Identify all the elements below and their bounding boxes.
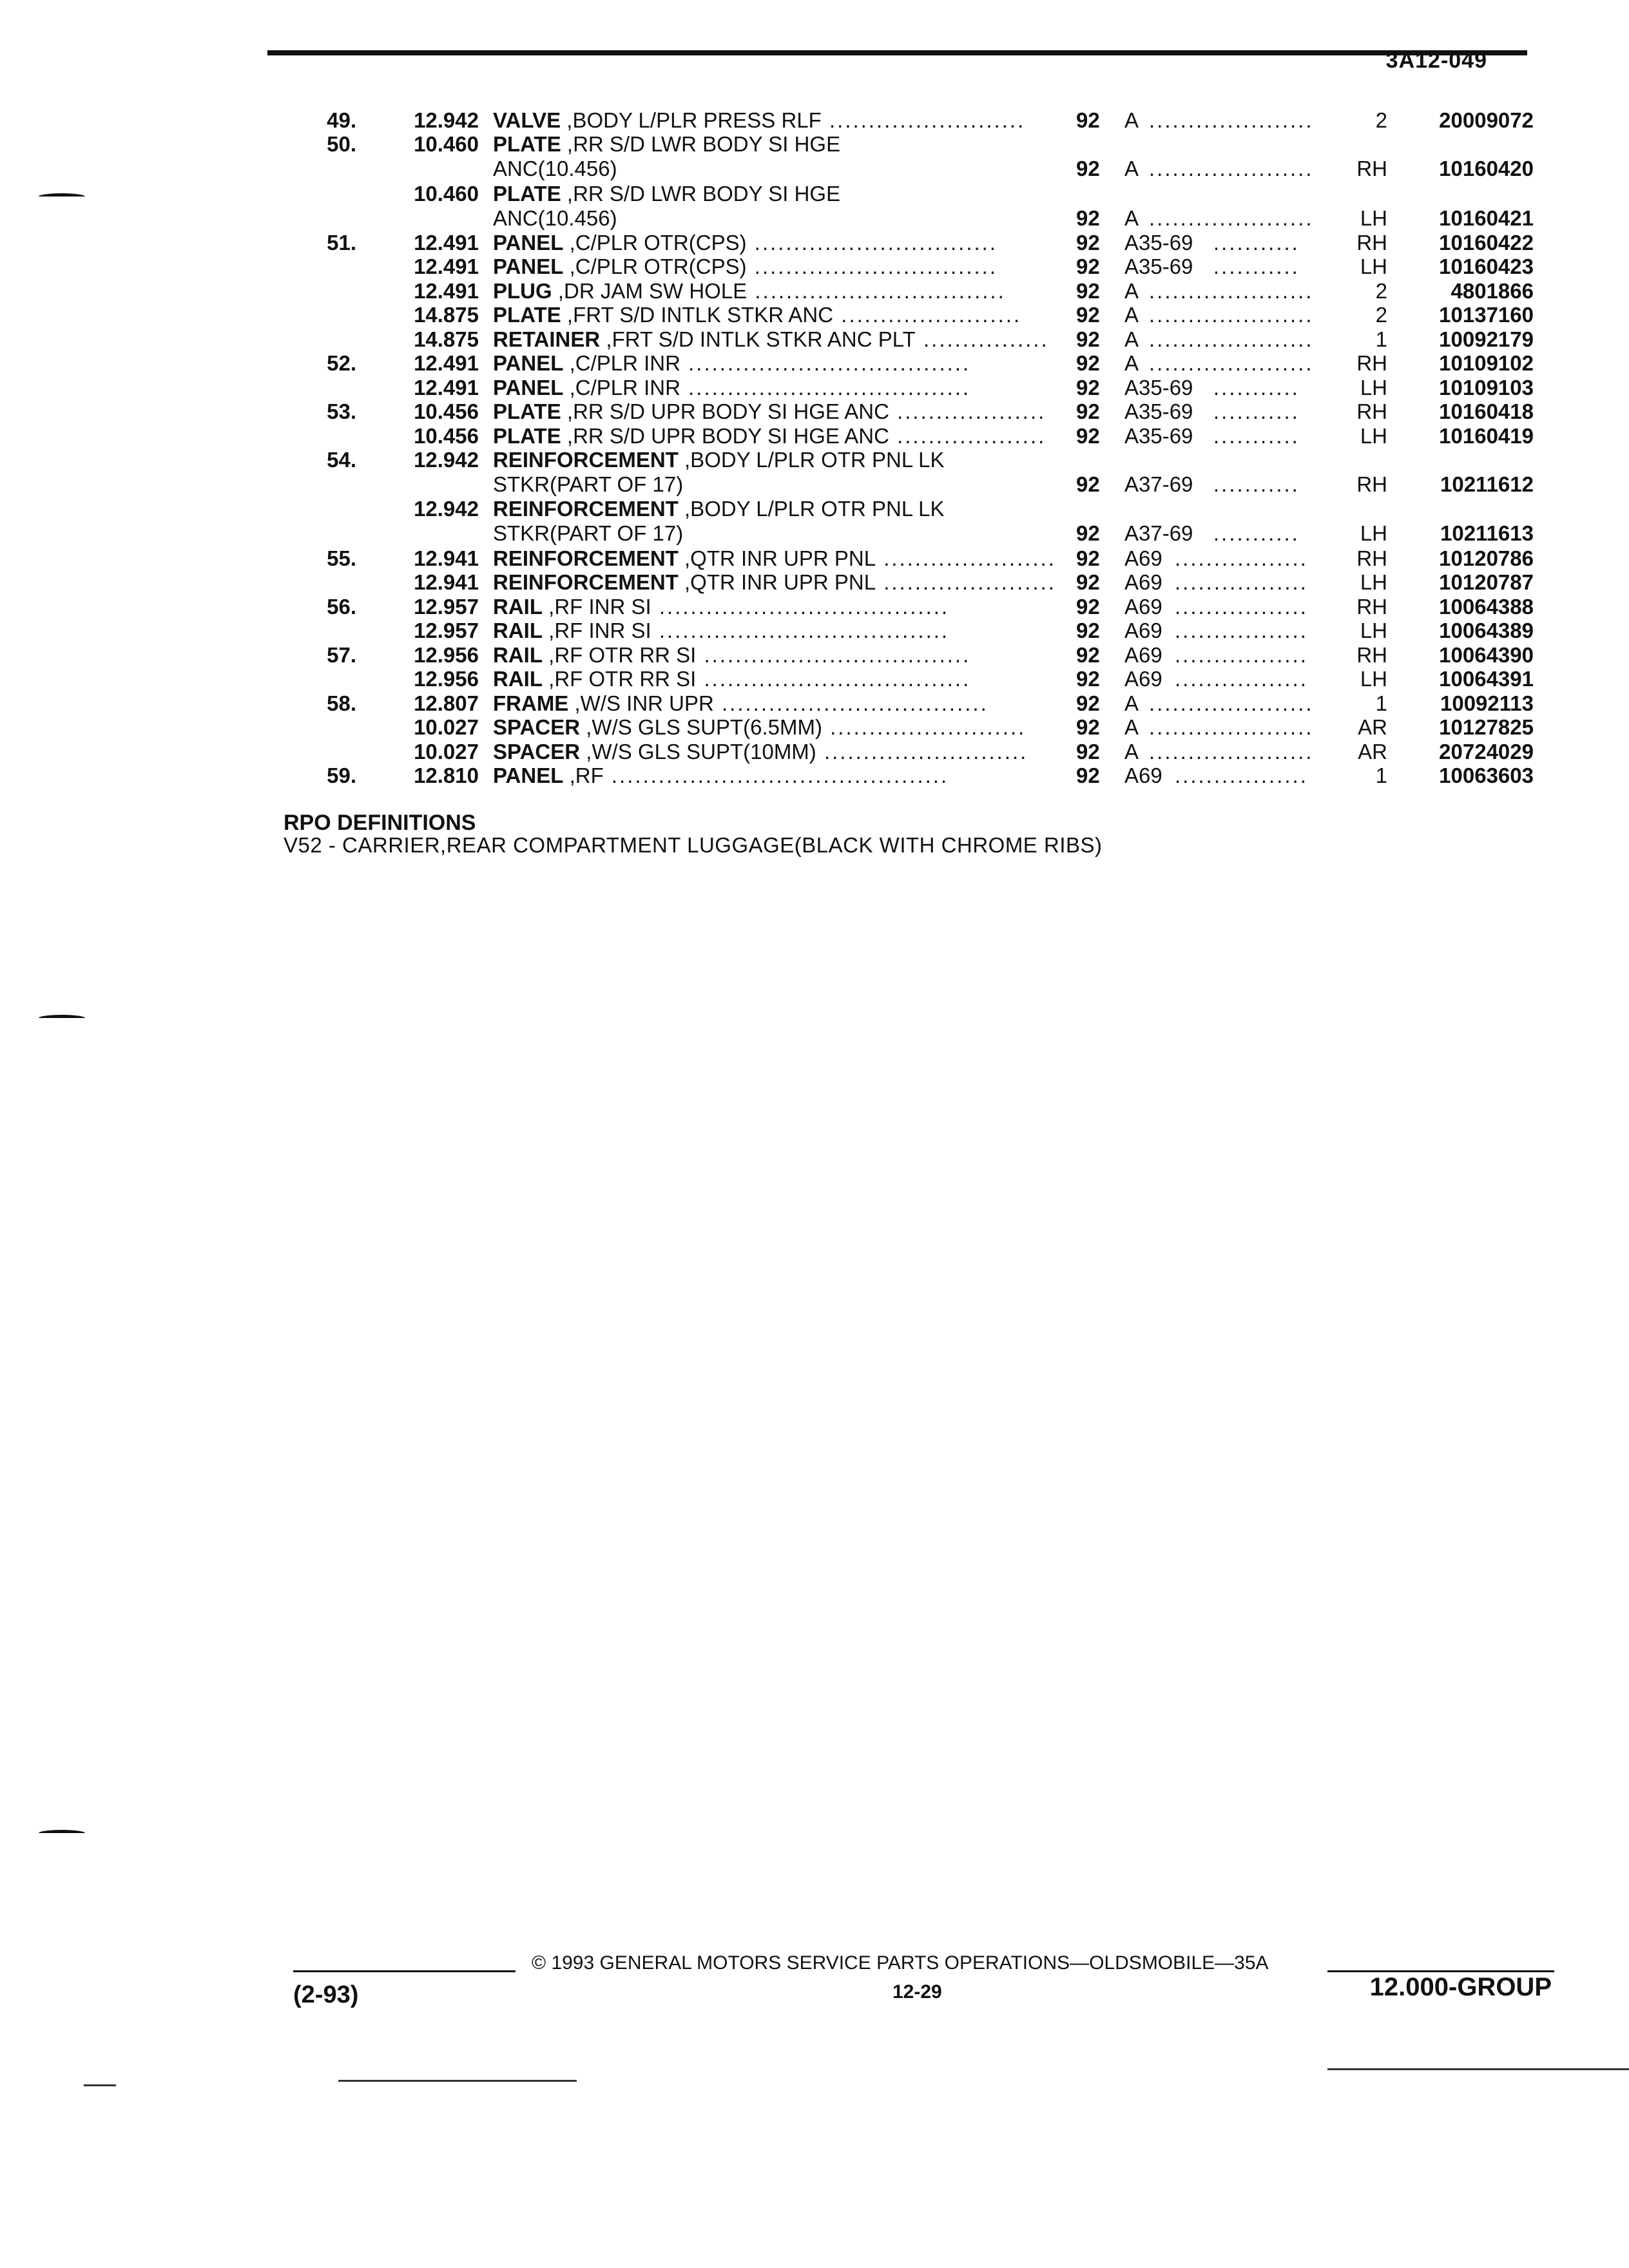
part-detail: ,RF INR SI [543, 619, 651, 642]
series-code: A [1124, 715, 1139, 739]
part-detail: ,FRT S/D INTLK STKR ANC PLT [600, 327, 916, 351]
part-name: RAIL [493, 595, 543, 619]
series-code: A [1124, 691, 1139, 715]
table-row [0, 231, 1629, 255]
part-number: 10160419 [1439, 424, 1534, 448]
series-code: A69 [1124, 619, 1162, 642]
table-row [0, 182, 1629, 230]
table-row [0, 570, 1629, 595]
part-number: 10160421 [1439, 206, 1534, 230]
table-row [0, 691, 1629, 716]
quantity: RH [1356, 399, 1387, 423]
leader-dots: .................................. [696, 667, 971, 691]
part-name: PLUG [493, 279, 552, 303]
part-detail: ,DR JAM SW HOLE [552, 279, 747, 303]
part-detail: ,C/PLR OTR(CPS) [563, 255, 747, 278]
part-description-continued: ANC(10.456) [493, 206, 617, 230]
model-year: 92 [1076, 546, 1100, 570]
scan-artifact-line [1327, 2068, 1629, 2070]
model-year: 92 [1076, 595, 1100, 619]
part-number: 10127825 [1439, 715, 1534, 739]
scan-artifact-line [84, 2084, 116, 2086]
table-row [0, 327, 1629, 352]
table-row [0, 643, 1629, 668]
table-row [0, 303, 1629, 327]
quantity: LH [1360, 255, 1387, 278]
model-year: 92 [1076, 472, 1100, 496]
table-row [0, 351, 1629, 376]
table-row [0, 448, 1629, 496]
group-number: 12.956 [414, 667, 479, 691]
series-code: A69 [1124, 570, 1162, 594]
leader-dots: ........................................... [603, 764, 949, 787]
rpo-heading: RPO DEFINITIONS [284, 811, 476, 835]
part-description [493, 327, 1049, 352]
part-description [493, 399, 1046, 424]
part-name: PANEL [493, 255, 564, 278]
part-detail: ,W/S INR UPR [568, 691, 714, 715]
part-description [493, 376, 970, 400]
part-name: PLATE [493, 424, 561, 448]
part-detail: ,BODY L/PLR OTR PNL LK [678, 497, 945, 521]
part-description [493, 231, 998, 255]
model-year: 92 [1076, 619, 1100, 642]
item-number: 49. [327, 108, 356, 132]
footer-group: 12.000-GROUP [1369, 1973, 1552, 2001]
part-number: 10063603 [1439, 764, 1534, 787]
item-number: 52. [327, 351, 356, 375]
part-name: REINFORCEMENT [493, 448, 679, 472]
leader-dots: .................................... [680, 376, 971, 399]
part-detail: ,RR S/D LWR BODY SI HGE [561, 182, 841, 206]
leader-dots: ........... [1213, 424, 1300, 448]
leader-dots: ................. [1175, 546, 1308, 570]
leader-dots: ..................... [1149, 327, 1314, 351]
table-row [0, 667, 1629, 691]
binder-hole-mark [39, 1830, 85, 1836]
part-detail: ,BODY L/PLR PRESS RLF [561, 108, 822, 132]
leader-dots: ................... [889, 399, 1046, 423]
group-number: 12.957 [414, 595, 479, 619]
group-number: 12.942 [414, 448, 479, 472]
part-number: 10160420 [1439, 157, 1534, 180]
part-description [493, 715, 1026, 740]
leader-dots: ........... [1213, 399, 1300, 423]
model-year: 92 [1076, 206, 1100, 230]
series-code: A69 [1124, 546, 1162, 570]
model-year: 92 [1076, 108, 1100, 132]
part-description [493, 448, 945, 472]
model-year: 92 [1076, 715, 1100, 739]
table-row [0, 715, 1629, 740]
quantity: 1 [1375, 327, 1387, 351]
quantity: RH [1356, 231, 1387, 255]
part-description [493, 279, 1006, 303]
series-code: A35-69 [1124, 424, 1193, 448]
series-code: A [1124, 327, 1139, 351]
part-detail: ,C/PLR INR [563, 351, 680, 375]
footer-rule-left [293, 1970, 516, 1972]
leader-dots: ............................... [746, 255, 998, 278]
table-row [0, 255, 1629, 279]
leader-dots: ..................... [1149, 351, 1314, 375]
model-year: 92 [1076, 279, 1100, 303]
series-code: A35-69 [1124, 376, 1193, 399]
group-number: 12.956 [414, 643, 479, 667]
table-row [0, 424, 1629, 448]
scan-artifact-line [338, 2080, 577, 2082]
item-number: 59. [327, 764, 356, 787]
footer-date: (2-93) [293, 1981, 359, 2008]
model-year: 92 [1076, 740, 1100, 764]
leader-dots: ..................... [1149, 715, 1314, 739]
quantity: RH [1356, 595, 1387, 619]
leader-dots: ................. [1175, 764, 1308, 787]
group-number: 14.875 [414, 303, 479, 327]
group-number: 10.456 [414, 424, 479, 448]
part-number: 10092113 [1440, 691, 1534, 715]
part-detail: ,RF INR SI [543, 595, 651, 619]
group-number: 12.957 [414, 619, 479, 642]
rpo-definition: V52 - CARRIER,REAR COMPARTMENT LUGGAGE(BLACK WITH CHROME RIBS) [284, 833, 1103, 857]
part-name: PLATE [493, 399, 561, 423]
part-description-continued: ANC(10.456) [493, 157, 617, 180]
group-number: 12.807 [414, 691, 479, 715]
part-name: REINFORCEMENT [493, 497, 679, 521]
table-row [0, 764, 1629, 788]
quantity: LH [1360, 570, 1387, 594]
leader-dots: ................. [1175, 619, 1308, 642]
part-description [493, 108, 1025, 133]
part-description [493, 595, 949, 619]
part-number: 10120787 [1439, 570, 1534, 594]
group-number: 12.491 [414, 255, 479, 278]
leader-dots: ................. [1175, 595, 1308, 619]
leader-dots: ............................... [746, 231, 998, 255]
part-number: 10092179 [1439, 327, 1534, 351]
part-name: RAIL [493, 667, 543, 691]
series-code: A37-69 [1124, 472, 1193, 496]
series-code: A [1124, 740, 1139, 764]
quantity: LH [1360, 619, 1387, 642]
leader-dots: ...................... [876, 570, 1056, 594]
part-detail: ,QTR INR UPR PNL [678, 546, 876, 570]
part-detail: ,BODY L/PLR OTR PNL LK [678, 448, 945, 472]
group-number: 12.491 [414, 376, 479, 399]
table-row [0, 108, 1629, 133]
table-row [0, 399, 1629, 424]
part-number: 10137160 [1439, 303, 1534, 327]
part-detail: ,RR S/D UPR BODY SI HGE ANC [561, 399, 889, 423]
group-number: 12.941 [414, 546, 479, 570]
leader-dots: ................. [1175, 570, 1308, 594]
series-code: A35-69 [1124, 231, 1193, 255]
part-number: 10109103 [1439, 376, 1534, 399]
leader-dots: ........... [1213, 521, 1300, 545]
group-number: 10.460 [414, 132, 479, 156]
leader-dots: ..................................... [651, 619, 950, 642]
quantity: RH [1356, 157, 1387, 180]
item-number: 56. [327, 595, 356, 619]
item-number: 50. [327, 132, 356, 156]
table-row [0, 546, 1629, 571]
group-number: 12.491 [414, 279, 479, 303]
part-description [493, 691, 988, 716]
series-code: A [1124, 157, 1139, 180]
part-detail: ,RR S/D LWR BODY SI HGE [561, 132, 841, 156]
leader-dots: .................................. [696, 643, 971, 667]
group-number: 12.491 [414, 231, 479, 255]
leader-dots: ................ [915, 327, 1049, 351]
part-number: 10160422 [1439, 231, 1534, 255]
group-number: 10.456 [414, 399, 479, 423]
quantity: 2 [1375, 279, 1387, 303]
quantity: LH [1360, 521, 1387, 545]
part-description [493, 182, 840, 206]
page-code: 3A12-049 [1385, 48, 1487, 73]
leader-dots: ................... [889, 424, 1046, 448]
leader-dots: ..................... [1149, 740, 1314, 764]
item-number: 58. [327, 691, 356, 715]
part-description [493, 740, 1028, 764]
binder-hole-mark [39, 1015, 85, 1021]
model-year: 92 [1076, 764, 1100, 787]
leader-dots: ......................... [822, 715, 1027, 739]
leader-dots: ........... [1213, 472, 1300, 496]
quantity: LH [1360, 206, 1387, 230]
model-year: 92 [1076, 351, 1100, 375]
part-detail: ,FRT S/D INTLK STKR ANC [561, 303, 834, 327]
series-code: A37-69 [1124, 521, 1193, 545]
footer-page-number: 12-29 [892, 1981, 942, 2003]
group-number: 12.942 [414, 497, 479, 521]
part-number: 10064390 [1439, 643, 1534, 667]
part-detail: ,RF OTR RR SI [543, 643, 697, 667]
leader-dots: ........... [1213, 231, 1300, 255]
group-number: 10.027 [414, 740, 479, 764]
leader-dots: ..................... [1149, 691, 1314, 715]
group-number: 12.491 [414, 351, 479, 375]
model-year: 92 [1076, 399, 1100, 423]
leader-dots: .................................. [713, 691, 988, 715]
part-name: RAIL [493, 619, 543, 642]
part-description [493, 424, 1046, 448]
footer-rule-right [1327, 1970, 1554, 1972]
part-name: PLATE [493, 182, 561, 206]
series-code: A [1124, 279, 1139, 303]
part-name: RAIL [493, 643, 543, 667]
group-number: 10.027 [414, 715, 479, 739]
series-code: A [1124, 108, 1139, 132]
part-name: PANEL [493, 764, 564, 787]
part-description [493, 643, 970, 668]
model-year: 92 [1076, 667, 1100, 691]
part-number: 4801866 [1451, 279, 1534, 303]
leader-dots: ..................................... [651, 595, 950, 619]
part-name: SPACER [493, 715, 581, 739]
leader-dots: ..................... [1149, 157, 1314, 180]
item-number: 55. [327, 546, 356, 570]
quantity: RH [1356, 643, 1387, 667]
leader-dots: ....................... [833, 303, 1022, 327]
quantity: 2 [1375, 303, 1387, 327]
part-detail: ,W/S GLS SUPT(6.5MM) [580, 715, 822, 739]
quantity: RH [1356, 546, 1387, 570]
group-number: 12.942 [414, 108, 479, 132]
item-number: 53. [327, 399, 356, 423]
leader-dots: ..................... [1149, 108, 1314, 132]
table-row [0, 619, 1629, 643]
group-number: 14.875 [414, 327, 479, 351]
table-row [0, 497, 1629, 545]
quantity: 1 [1375, 691, 1387, 715]
part-name: FRAME [493, 691, 569, 715]
table-row [0, 376, 1629, 400]
leader-dots: .................................... [680, 351, 971, 375]
leader-dots: ........... [1213, 255, 1300, 278]
part-description [493, 303, 1021, 327]
leader-dots: ..................... [1149, 206, 1314, 230]
part-name: VALVE [493, 108, 561, 132]
series-code: A [1124, 351, 1139, 375]
series-code: A [1124, 303, 1139, 327]
model-year: 92 [1076, 376, 1100, 399]
quantity: RH [1356, 351, 1387, 375]
part-name: PANEL [493, 376, 564, 399]
model-year: 92 [1076, 231, 1100, 255]
part-description [493, 351, 970, 376]
part-name: REINFORCEMENT [493, 546, 679, 570]
table-row [0, 279, 1629, 303]
part-number: 10160423 [1439, 255, 1534, 278]
series-code: A [1124, 206, 1139, 230]
part-name: PLATE [493, 132, 561, 156]
model-year: 92 [1076, 303, 1100, 327]
footer-copyright: © 1993 GENERAL MOTORS SERVICE PARTS OPERATIONS—OLDSMOBILE—35A [532, 1952, 1269, 1974]
part-description [493, 570, 1056, 595]
part-name: RETAINER [493, 327, 601, 351]
item-number: 54. [327, 448, 356, 472]
part-description [493, 255, 998, 279]
part-detail: ,RF [563, 764, 604, 787]
header-rule [267, 50, 1527, 55]
series-code: A35-69 [1124, 255, 1193, 278]
series-code: A69 [1124, 764, 1162, 787]
series-code: A35-69 [1124, 399, 1193, 423]
part-description-continued: STKR(PART OF 17) [493, 521, 684, 545]
part-number: 10064389 [1439, 619, 1534, 642]
part-number: 10109102 [1439, 351, 1534, 375]
part-description [493, 546, 1056, 571]
part-detail: ,RF OTR RR SI [543, 667, 697, 691]
part-number: 20009072 [1439, 108, 1534, 132]
leader-dots: ........... [1213, 376, 1300, 399]
group-number: 10.460 [414, 182, 479, 206]
part-description [493, 497, 945, 521]
model-year: 92 [1076, 570, 1100, 594]
quantity: 1 [1375, 764, 1387, 787]
leader-dots: ..................... [1149, 279, 1314, 303]
leader-dots: ................. [1175, 667, 1308, 691]
part-detail: ,C/PLR INR [563, 376, 680, 399]
part-number: 20724029 [1439, 740, 1534, 764]
part-description-continued: STKR(PART OF 17) [493, 472, 684, 496]
part-description [493, 619, 949, 643]
table-row [0, 595, 1629, 619]
model-year: 92 [1076, 157, 1100, 180]
part-name: PANEL [493, 351, 564, 375]
quantity: 2 [1375, 108, 1387, 132]
item-number: 57. [327, 643, 356, 667]
quantity: AR [1358, 740, 1387, 764]
quantity: RH [1356, 472, 1387, 496]
quantity: LH [1360, 424, 1387, 448]
leader-dots: ................. [1175, 643, 1308, 667]
quantity: AR [1358, 715, 1387, 739]
series-code: A69 [1124, 667, 1162, 691]
model-year: 92 [1076, 521, 1100, 545]
part-name: PLATE [493, 303, 561, 327]
quantity: LH [1360, 667, 1387, 691]
series-code: A69 [1124, 643, 1162, 667]
part-detail: ,W/S GLS SUPT(10MM) [580, 740, 816, 764]
model-year: 92 [1076, 424, 1100, 448]
part-number: 10211612 [1440, 472, 1534, 496]
part-detail: ,RR S/D UPR BODY SI HGE ANC [561, 424, 889, 448]
model-year: 92 [1076, 327, 1100, 351]
quantity: LH [1360, 376, 1387, 399]
leader-dots: ..................... [1149, 303, 1314, 327]
model-year: 92 [1076, 255, 1100, 278]
part-number: 10120786 [1439, 546, 1534, 570]
leader-dots: ......................... [821, 108, 1026, 132]
model-year: 92 [1076, 691, 1100, 715]
table-row [0, 740, 1629, 764]
leader-dots: .......................... [816, 740, 1028, 764]
item-number: 51. [327, 231, 356, 255]
part-name: REINFORCEMENT [493, 570, 679, 594]
part-name: SPACER [493, 740, 581, 764]
part-description [493, 764, 949, 788]
part-detail: ,QTR INR UPR PNL [678, 570, 876, 594]
part-description [493, 667, 970, 691]
part-number: 10064388 [1439, 595, 1534, 619]
group-number: 12.941 [414, 570, 479, 594]
table-row [0, 132, 1629, 180]
leader-dots: ................................ [747, 279, 1006, 303]
part-detail: ,C/PLR OTR(CPS) [563, 231, 747, 255]
part-number: 10211613 [1440, 521, 1534, 545]
model-year: 92 [1076, 643, 1100, 667]
part-description [493, 132, 840, 157]
part-number: 10064391 [1439, 667, 1534, 691]
leader-dots: ...................... [876, 546, 1056, 570]
series-code: A69 [1124, 595, 1162, 619]
part-name: PANEL [493, 231, 564, 255]
part-number: 10160418 [1439, 399, 1534, 423]
group-number: 12.810 [414, 764, 479, 787]
